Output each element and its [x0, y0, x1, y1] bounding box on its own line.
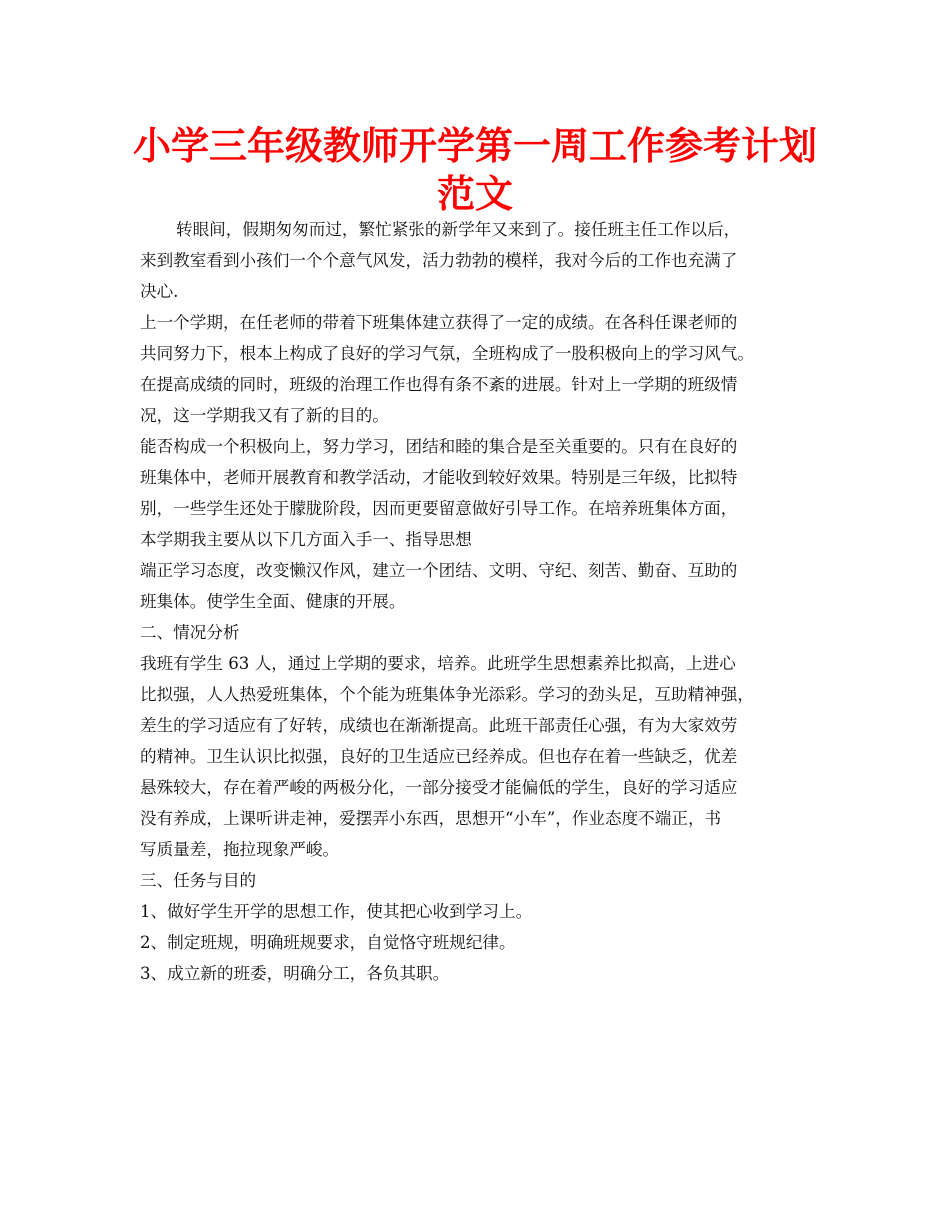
body-line: 悬殊较大，存在着严峻的两极分化，一部分接受才能偏低的学生，良好的学习适应 [140, 778, 738, 797]
body-line: 比拟强，人人热爱班集体，个个能为班集体争光添彩。学习的劲头足，互助精神强， [140, 685, 754, 704]
body-line: 差生的学习适应有了好转，成绩也在渐渐提高。此班干部责任心强，有为大家效劳 [140, 716, 738, 735]
body-line: 没有养成，上课听讲走神，爱摆弄小东西，思想开“小车”，作业态度不端正，书 [140, 809, 722, 828]
section-heading: 二、情况分析 [140, 623, 240, 642]
body-line: 上一个学期，在任老师的带着下班集体建立获得了一定的成绩。在各科任课老师的 [140, 313, 738, 332]
list-item: 3、成立新的班委，明确分工，各负其职。 [140, 964, 450, 983]
body-line: 能否构成一个积极向上，努力学习，团结和睦的集合是至关重要的。只有在良好的 [140, 437, 738, 456]
document-title-line-2: 范文 [436, 172, 513, 216]
body-line: 班集体中，老师开展教育和教学活动，才能收到较好效果。特别是三年级，比拟特 [140, 468, 738, 487]
body-line: 端正学习态度，改变懒汉作风，建立一个团结、文明、守纪、刻苦、勤奋、互助的 [140, 561, 738, 580]
body-line: 在提高成绩的同时，班级的治理工作也得有条不紊的进展。针对上一学期的班级情 [140, 375, 738, 394]
body-line: 我班有学生 63 人，通过上学期的要求，培养。此班学生思想素养比拟高，上进心 [140, 654, 736, 673]
list-item: 1、做好学生开学的思想工作，使其把心收到学习上。 [140, 902, 533, 921]
body-line: 况，这一学期我又有了新的目的。 [140, 406, 389, 425]
body-line: 转眼间，假期匆匆而过，繁忙紧张的新学年又来到了。接任班主任工作以后， [176, 220, 741, 239]
body-line: 别，一些学生还处于朦胧阶段，因而更要留意做好引导工作。在培养班集体方面， [140, 499, 738, 518]
document-title-line-1: 小学三年级教师开学第一周工作参考计划 [132, 124, 817, 168]
body-line: 来到教室看到小孩们一个个意气风发，活力勃勃的模样，我对今后的工作也充满了 [140, 251, 738, 270]
body-line: 本学期我主要从以下几方面入手一、指导思想 [140, 530, 472, 549]
list-item: 2、制定班规，明确班规要求，自觉恪守班规纪律。 [140, 933, 516, 952]
document-body [140, 214, 830, 989]
body-line: 的精神。卫生认识比拟强，良好的卫生适应已经养成。但也存在着一些缺乏，优差 [140, 747, 738, 766]
body-line: 班集体。使学生全面、健康的开展。 [140, 592, 406, 611]
body-line: 共同努力下，根本上构成了良好的学习气氛，全班构成了一股积极向上的学习风气。 [140, 344, 754, 363]
section-heading: 三、任务与目的 [140, 871, 257, 890]
body-line: 写质量差，拖拉现象严峻。 [140, 840, 340, 859]
body-line: 决心. [140, 282, 179, 301]
